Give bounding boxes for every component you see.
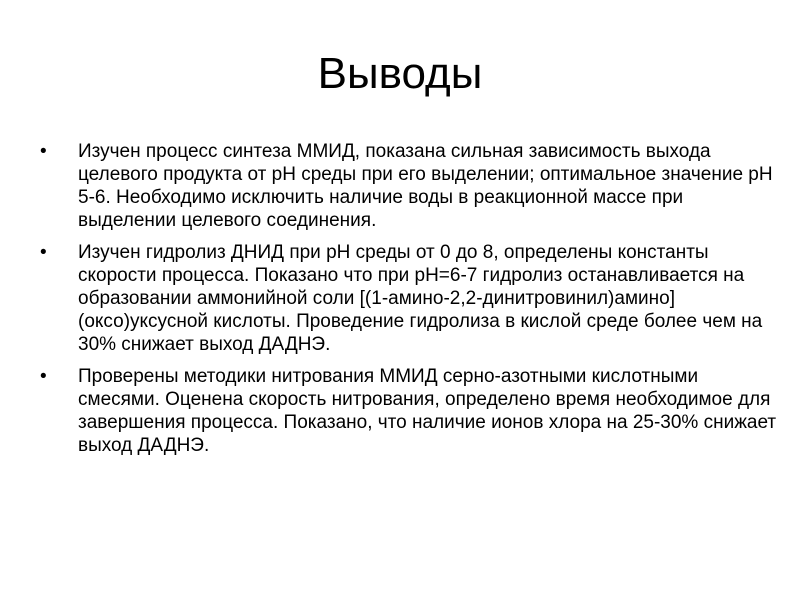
bullet-item-3 [40, 365, 780, 457]
bullet-dot-icon: • [40, 141, 47, 162]
bullet-text-1: Изучен процесс синтеза ММИД, показана сильная зависимость выхода целевого продукта от рН среды при его выделении; оптимальное значение рН 5-6. Необходимо исключить наличие воды в реакционной массе при выделении целевого соединения. [78, 141, 773, 231]
bullet-dot-icon: • [40, 366, 47, 387]
slide-title: Выводы [317, 49, 483, 98]
bullet-dot-icon: • [40, 242, 47, 263]
bullet-text-2: Изучен гидролиз ДНИД при рН среды от 0 до 8, определены константы скорости процесса. Показано что при рН=6-7 гидролиз останавливается на образовании аммонийной соли [(1-амино-2,2-динитровинил)амино](оксо)уксусной кислоты. Проведение гидролиза в кислой среде более чем на 30% снижает выход ДАДНЭ. [78, 242, 763, 355]
bullet-text-3: Проверены методики нитрования ММИД серно-азотными кислотными смесями. Оценена скорость нитрования, определено время необходимое для завершения процесса. Показано, что наличие ионов хлора на 25-30% снижает выход ДАДНЭ. [78, 366, 777, 456]
bullet-item-1 [40, 140, 780, 232]
bullet-list [40, 140, 780, 466]
bullet-item-2 [40, 241, 780, 356]
